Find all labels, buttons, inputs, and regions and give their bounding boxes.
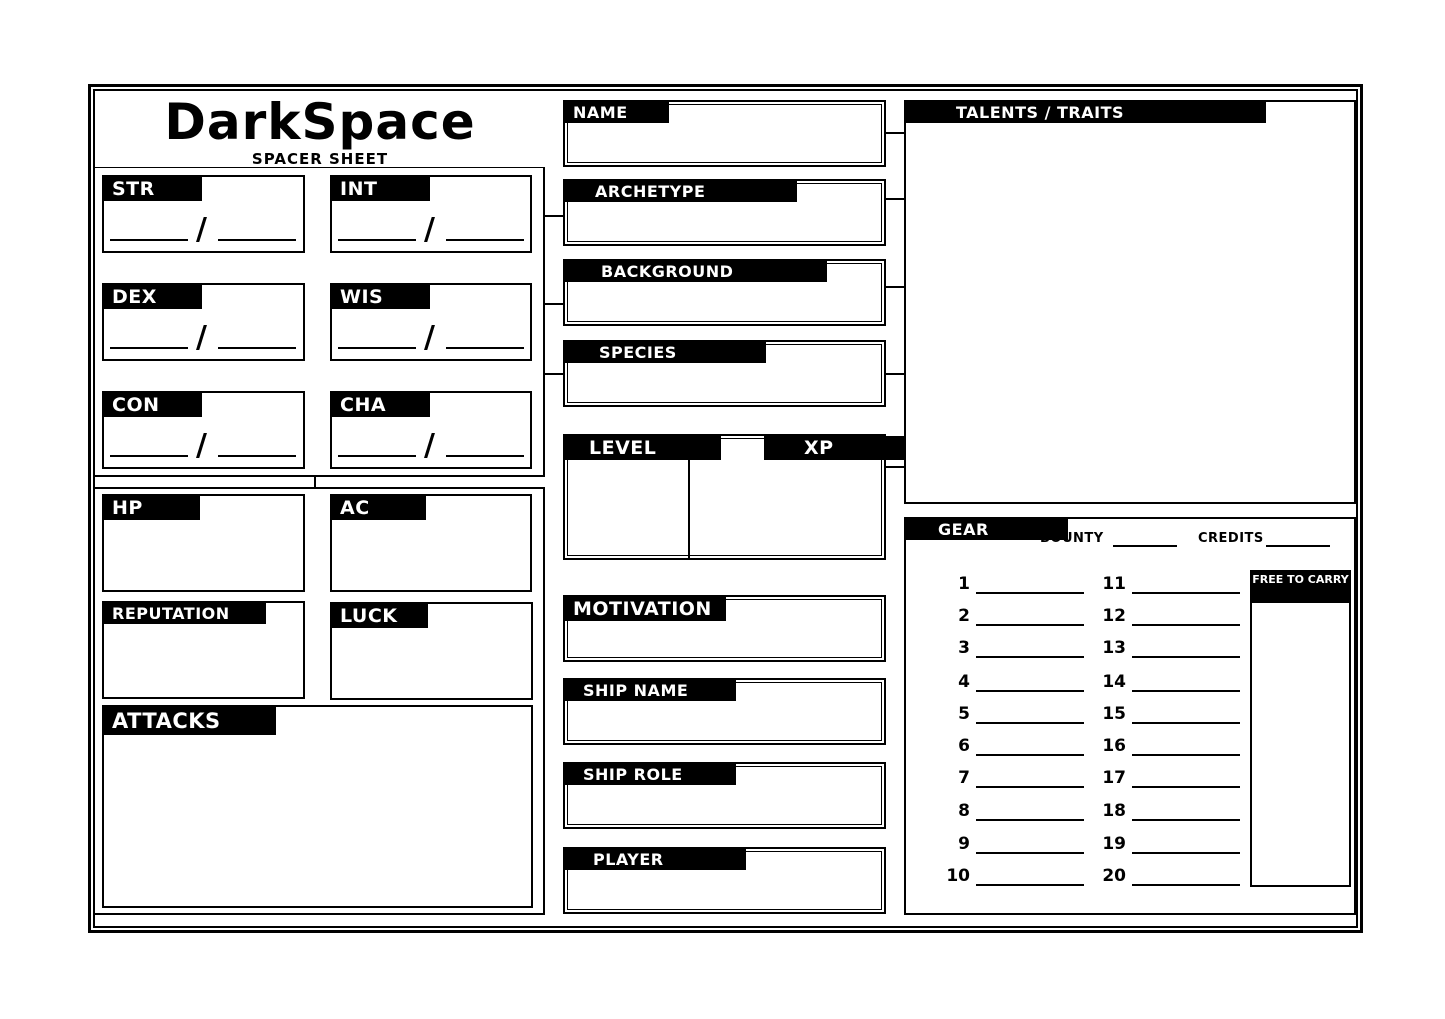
connector-line [886, 132, 906, 134]
gear-slot-line[interactable] [1132, 656, 1240, 658]
stat-label-cha: CHA [332, 393, 430, 417]
sheet-subtitle: SPACER SHEET [251, 150, 389, 168]
connector-line [545, 215, 565, 217]
stat-box-cha[interactable] [330, 391, 532, 469]
sheet-title: DarkSpace [164, 93, 476, 151]
gear-slot-line[interactable] [1132, 819, 1240, 821]
stat-label-wis: WIS [332, 285, 430, 309]
motivation-field[interactable] [563, 595, 886, 662]
stat-separator: / [196, 320, 207, 355]
gear-slot-number: 12 [1102, 606, 1126, 626]
species-label: SPECIES [565, 342, 766, 363]
ship-role-field[interactable] [563, 762, 886, 829]
ship-role-label: SHIP ROLE [565, 764, 736, 785]
archetype-label: ARCHETYPE [565, 181, 797, 202]
gear-slot-number: 13 [1102, 638, 1126, 658]
stat-separator: / [196, 212, 207, 247]
gear-slot-line[interactable] [1132, 786, 1240, 788]
bounty-label: BOUNTY [1040, 531, 1104, 546]
stat-label-con: CON [104, 393, 202, 417]
species-field[interactable] [563, 340, 886, 407]
attacks-box[interactable] [102, 705, 533, 908]
connector-line [886, 198, 906, 200]
hp-label: HP [104, 496, 200, 520]
background-field[interactable] [563, 259, 886, 326]
gear-slot-line[interactable] [976, 592, 1084, 594]
player-field[interactable] [563, 847, 886, 914]
gear-slot-line[interactable] [976, 852, 1084, 854]
ship-name-label: SHIP NAME [565, 680, 736, 701]
talents-label: TALENTS / TRAITS [906, 102, 1266, 123]
hp-box[interactable] [102, 494, 305, 592]
gear-slot-number: 4 [958, 672, 970, 692]
background-label: BACKGROUND [565, 261, 827, 282]
level-xp-divider [688, 436, 690, 558]
bounty-field[interactable] [1113, 545, 1177, 547]
gear-slot-number: 2 [958, 606, 970, 626]
stat-label-dex: DEX [104, 285, 202, 309]
stat-box-con[interactable] [102, 391, 305, 469]
gear-slot-number: 16 [1102, 736, 1126, 756]
gear-slot-number: 10 [946, 866, 970, 886]
gear-slot-line[interactable] [1132, 884, 1240, 886]
luck-label: LUCK [332, 604, 428, 628]
connector-line [886, 466, 906, 468]
free-to-carry-label: FREE TO CARRY [1252, 572, 1349, 603]
attacks-label: ATTACKS [104, 707, 276, 735]
credits-field[interactable] [1266, 545, 1330, 547]
gear-slot-number: 17 [1102, 768, 1126, 788]
credits-label: CREDITS [1198, 531, 1264, 546]
connector-line [545, 373, 565, 375]
gear-slot-line[interactable] [1132, 624, 1240, 626]
motivation-label: MOTIVATION [565, 597, 726, 621]
gear-slot-line[interactable] [976, 624, 1084, 626]
stat-box-int[interactable] [330, 175, 532, 253]
gear-slot-number: 3 [958, 638, 970, 658]
level-xp-box [563, 434, 886, 560]
gear-slot-number: 14 [1102, 672, 1126, 692]
name-field[interactable] [563, 100, 886, 167]
gear-slot-line[interactable] [1132, 592, 1240, 594]
ac-label: AC [332, 496, 426, 520]
gear-slot-line[interactable] [976, 786, 1084, 788]
luck-box[interactable] [330, 602, 533, 700]
gear-slot-line[interactable] [976, 690, 1084, 692]
panel-connector [314, 477, 316, 487]
gear-slot-line[interactable] [976, 819, 1084, 821]
free-to-carry-box[interactable] [1250, 570, 1351, 887]
ac-box[interactable] [330, 494, 532, 592]
gear-slot-number: 6 [958, 736, 970, 756]
gear-slot-line[interactable] [976, 884, 1084, 886]
gear-slot-line[interactable] [1132, 690, 1240, 692]
gear-slot-number: 19 [1102, 834, 1126, 854]
stat-box-wis[interactable] [330, 283, 532, 361]
ship-name-field[interactable] [563, 678, 886, 745]
gear-slot-number: 11 [1102, 574, 1126, 594]
gear-slot-line[interactable] [976, 656, 1084, 658]
stat-separator: / [196, 428, 207, 463]
stat-separator: / [424, 320, 435, 355]
connector-line [886, 373, 906, 375]
stat-separator: / [424, 428, 435, 463]
gear-slot-number: 7 [958, 768, 970, 788]
reputation-label: REPUTATION [104, 603, 266, 624]
gear-box [904, 517, 1356, 915]
archetype-field[interactable] [563, 179, 886, 246]
gear-slot-line[interactable] [1132, 754, 1240, 756]
talents-box[interactable] [904, 100, 1356, 504]
gear-slot-number: 20 [1102, 866, 1126, 886]
gear-slot-number: 15 [1102, 704, 1126, 724]
level-label: LEVEL [565, 436, 721, 460]
gear-slot-line[interactable] [976, 722, 1084, 724]
stat-separator: / [424, 212, 435, 247]
name-label: NAME [565, 102, 669, 123]
gear-slot-line[interactable] [976, 754, 1084, 756]
player-label: PLAYER [565, 849, 746, 870]
stat-label-str: STR [104, 177, 202, 201]
gear-slot-number: 5 [958, 704, 970, 724]
xp-label: XP [764, 436, 932, 460]
gear-slot-line[interactable] [1132, 852, 1240, 854]
gear-slot-number: 8 [958, 801, 970, 821]
stat-box-str[interactable] [102, 175, 305, 253]
reputation-box[interactable] [102, 601, 305, 699]
gear-slot-number: 1 [958, 574, 970, 594]
gear-slot-number: 18 [1102, 801, 1126, 821]
stat-label-int: INT [332, 177, 430, 201]
stat-box-dex[interactable] [102, 283, 305, 361]
gear-slot-number: 9 [958, 834, 970, 854]
connector-line [886, 286, 906, 288]
connector-line [545, 303, 565, 305]
gear-slot-line[interactable] [1132, 722, 1240, 724]
gear-label: GEAR [906, 519, 1068, 540]
